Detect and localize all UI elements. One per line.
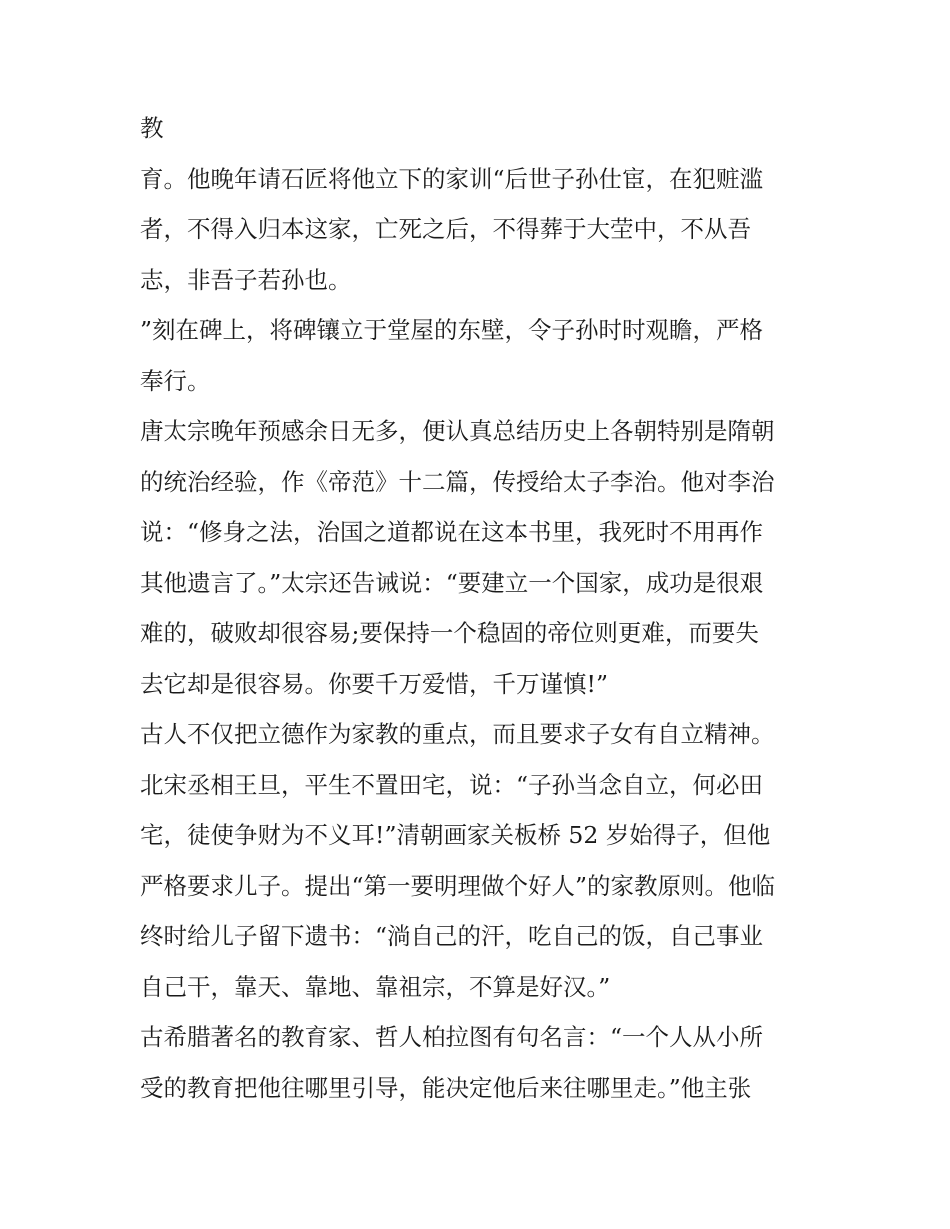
text-line: 受的教育把他往哪里引导，能决定他后来往哪里走。”他主张 <box>140 1073 752 1102</box>
text-line: 古希腊著名的教育家、哲人柏拉图有句名言：“一个人从小所 <box>140 1023 764 1051</box>
text-line: 终时给儿子留下遗书：“淌自己的汗，吃自己的饭，自己事业 <box>140 922 764 950</box>
text-line: 严格要求儿子。提出“第一要明理做个好人”的家教原则。他临 <box>140 871 776 900</box>
text-line: 北宋丞相王旦，平生不置田宅，说：“子孙当念自立，何必田 <box>140 770 764 799</box>
text-line: 的统治经验，作《帝范》十二篇，传授给太子李治。他对李治 <box>140 467 775 496</box>
text-line: 说：“修身之法，治国之道都说在这本书里，我死时不用再作 <box>140 518 764 546</box>
text-line: 难的，破败却很容易;要保持一个稳固的帝位则更难，而要失 <box>140 619 759 647</box>
text-line: ”刻在碑上，将碑镶立于堂屋的东壁，令子孙时时观瞻，严格 <box>140 316 764 344</box>
text-line: 教 <box>140 114 164 142</box>
text-line: 唐太宗晚年预感余日无多，便认真总结历史上各朝特别是隋朝 <box>140 417 775 445</box>
text-line: 者，不得入归本这家，亡死之后，不得葬于大茔中，不从吾 <box>140 215 751 243</box>
text-line: 其他遗言了。”太宗还告诫说：“要建立一个国家，成功是很艰 <box>140 568 764 597</box>
text-line: 育。他晚年请石匠将他立下的家训“后世子孙仕宦，在犯赃滥 <box>140 164 764 193</box>
text-line: 自己干，靠天、靠地、靠祖宗，不算是好汉。” <box>140 972 611 1001</box>
text-line: 志，非吾子若孙也。 <box>140 265 352 294</box>
text-line: 去它却是很容易。你要千万爱惜，千万谨慎!” <box>140 669 608 698</box>
body-text <box>140 103 830 1113</box>
text-line: 古人不仅把立德作为家教的重点，而且要求子女有自立精神。 <box>140 720 775 748</box>
text-line: 宅，徒使争财为不义耳!”清朝画家关板桥 52 岁始得子，但他 <box>140 821 771 849</box>
text-line: 奉行。 <box>140 366 211 395</box>
